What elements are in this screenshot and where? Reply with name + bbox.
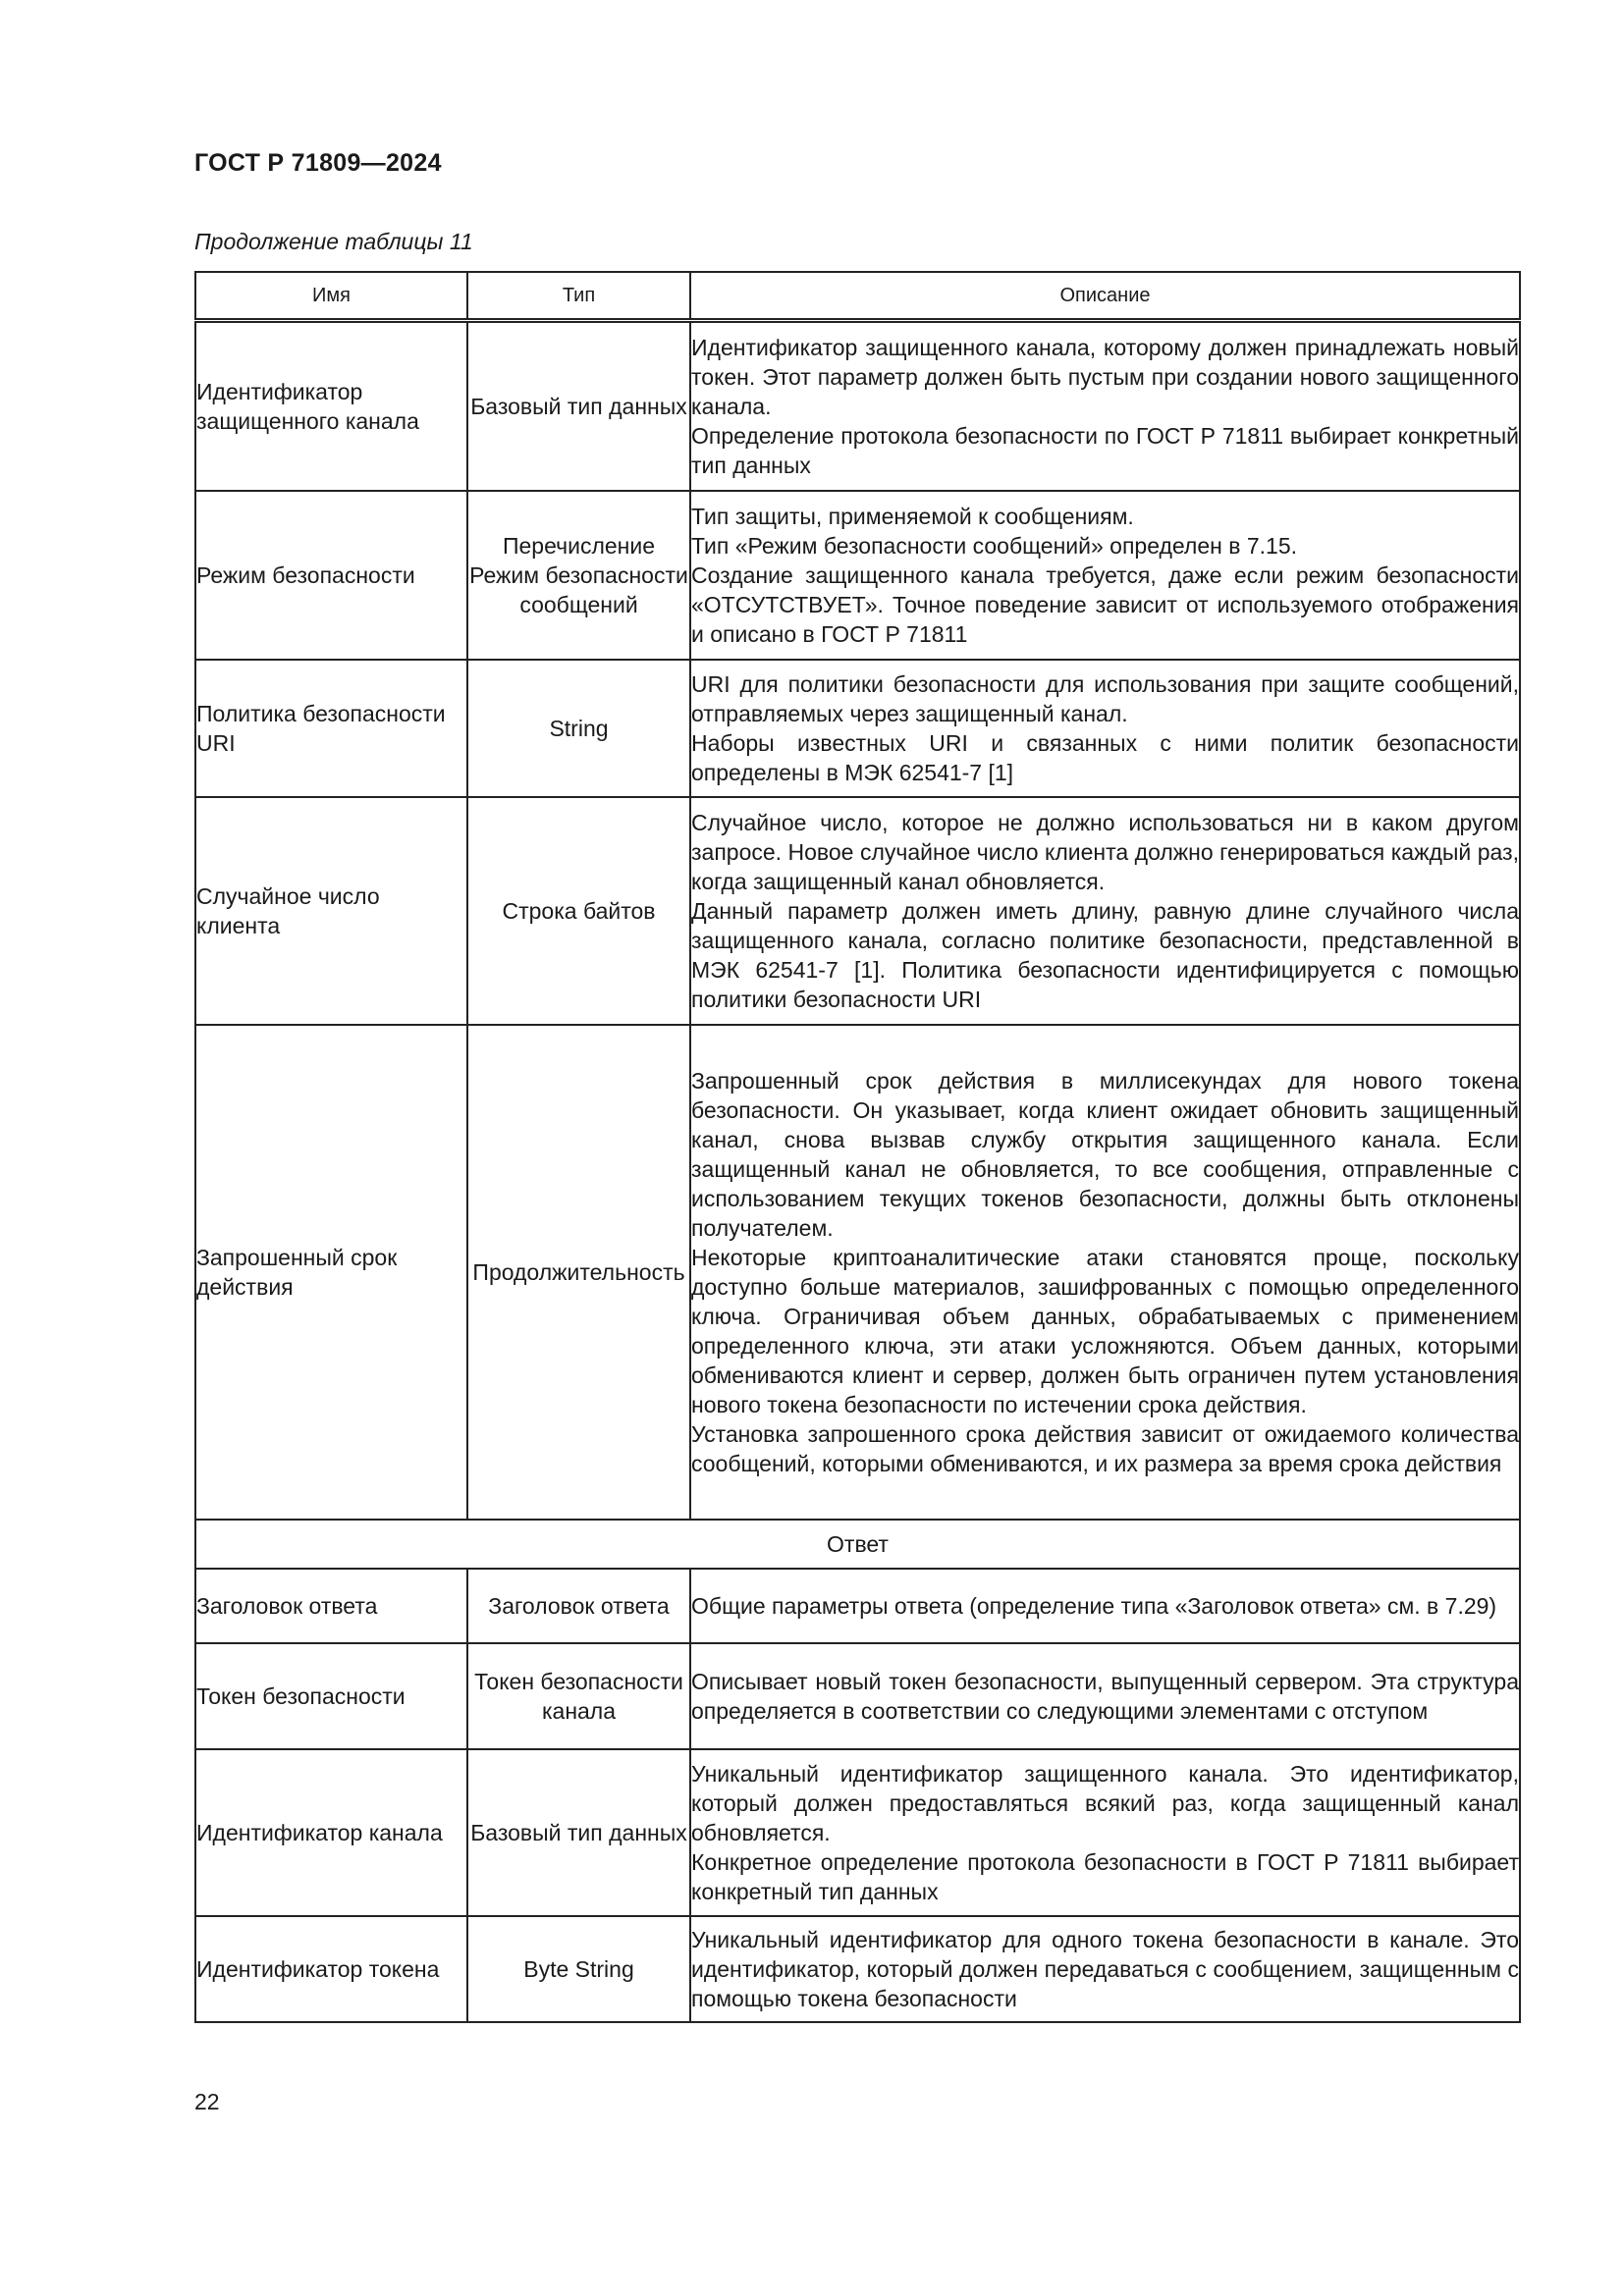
row-description-cell (690, 660, 1520, 797)
table-row (195, 1916, 1520, 2022)
description-paragraph: Определение протокола безопасности по ГОСТ Р 71811 выбирает конкретный тип данных (691, 422, 1519, 478)
row-type-cell: Byte String (467, 1916, 690, 2022)
column-header-description: Описание (690, 272, 1520, 321)
description-paragraph: Случайное число, которое не должно использоваться ни в каком другом запросе. Новое случайное число клиента должно генерироваться каждый раз, когда защищенный канал обновляется. (691, 809, 1519, 894)
description-paragraph: Установка запрошенного срока действия зависит от ожидаемого количества сообщений, которыми обмениваются, и их размера за время срока действия (691, 1420, 1519, 1476)
description-paragraph: Общие параметры ответа (определение типа «Заголовок ответа» см. в 7.29) (691, 1592, 1497, 1619)
row-name-cell: Идентификатор защищенного канала (195, 321, 467, 491)
description-paragraph: URI для политики безопасности для использования при защите сообщений, отправляемых через защищенный канал. (691, 670, 1519, 726)
row-type-cell: Токен безопасности канала (467, 1643, 690, 1749)
table-row (195, 1749, 1520, 1916)
description-paragraph: Данный параметр должен иметь длину, равную длине случайного числа защищенного канала, согласно политике безопасности, представленной в МЭК 62541-7 [1]. Политика безопасности идентифицируется с помощью политики безопасности URI (691, 897, 1519, 1012)
column-header-name: Имя (195, 272, 467, 321)
row-name-cell: Запрошенный срок действия (195, 1025, 467, 1520)
row-name-cell: Идентификатор канала (195, 1749, 467, 1916)
row-type-cell: Базовый тип данных (467, 321, 690, 491)
row-name-cell: Токен безопасности (195, 1643, 467, 1749)
row-description-cell (690, 1569, 1520, 1643)
row-description-cell (690, 797, 1520, 1025)
row-type-cell: Базовый тип данных (467, 1749, 690, 1916)
description-paragraph: Уникальный идентификатор защищенного канала. Это идентификатор, который должен предоставляться всякий раз, когда защищенный канал обновляется. (691, 1760, 1519, 1845)
description-paragraph: Конкретное определение протокола безопасности в ГОСТ Р 71811 выбирает конкретный тип данных (691, 1848, 1519, 1904)
document-header: ГОСТ Р 71809—2024 (194, 149, 442, 177)
description-paragraph: Тип «Режим безопасности сообщений» определен в 7.15. (691, 532, 1298, 559)
row-type-cell: Строка байтов (467, 797, 690, 1025)
section-row (195, 1520, 1520, 1569)
row-type-cell: String (467, 660, 690, 797)
table-row (195, 1569, 1520, 1643)
row-name-cell: Заголовок ответа (195, 1569, 467, 1643)
section-label: Ответ (195, 1520, 1520, 1569)
row-description-cell (690, 321, 1520, 491)
description-paragraph: Идентификатор защищенного канала, которому должен принадлежать новый токен. Этот параметр должен быть пустым при создании нового защищенного канала. (691, 334, 1519, 419)
description-paragraph: Описывает новый токен безопасности, выпущенный сервером. Эта структура определяется в соответствии со следующими элементами с отступом (691, 1668, 1519, 1724)
table-row (195, 1025, 1520, 1520)
row-description-cell (690, 1749, 1520, 1916)
table-row (195, 797, 1520, 1025)
table-row (195, 491, 1520, 660)
row-description-cell (690, 1643, 1520, 1749)
row-name-cell: Политика безопасности URI (195, 660, 467, 797)
table-caption: Продолжение таблицы 11 (194, 229, 473, 254)
table-row (195, 660, 1520, 797)
description-paragraph: Наборы известных URI и связанных с ними политик безопасности определены в МЭК 62541-7 [1] (691, 729, 1519, 785)
row-name-cell: Режим безопасности (195, 491, 467, 660)
description-paragraph: Некоторые криптоаналитические атаки становятся проще, поскольку доступно больше материалов, зашифрованных с помощью определенного ключа. Ограничивая объем данных, обрабатываемых с применением определенного ключа, эти атаки усложняются. Объем данных, которыми обмениваются клиент и сервер, должен быть ограничен путем установления нового токена безопасности по истечении срока действия. (691, 1244, 1519, 1417)
description-paragraph: Тип защиты, применяемой к сообщениям. (691, 503, 1134, 529)
row-type-cell: Продолжительность (467, 1025, 690, 1520)
row-description-cell (690, 491, 1520, 660)
row-description-cell (690, 1025, 1520, 1520)
row-name-cell: Случайное число клиента (195, 797, 467, 1025)
row-description-cell (690, 1916, 1520, 2022)
row-name-cell: Идентификатор токена (195, 1916, 467, 2022)
page-number: 22 (194, 2089, 220, 2114)
row-type-cell: Перечисление Режим безопасности сообщений (467, 491, 690, 660)
description-paragraph: Уникальный идентификатор для одного токена безопасности в канале. Это идентификатор, который должен передаваться с сообщением, защищенным с помощью токена безопасности (691, 1926, 1519, 2011)
description-paragraph: Создание защищенного канала требуется, даже если режим безопасности «ОТСУТСТВУЕТ». Точное поведение зависит от используемого отображения и описано в ГОСТ Р 71811 (691, 561, 1519, 647)
table-header-row (195, 272, 1520, 321)
parameters-table (194, 271, 1521, 2023)
table-row (195, 1643, 1520, 1749)
column-header-type: Тип (467, 272, 690, 321)
description-paragraph: Запрошенный срок действия в миллисекундах для нового токена безопасности. Он указывает, когда клиент ожидает обновить защищенный канал, снова вызвав службу открытия защищенного канала. Если защищенный канал не обновляется, то все сообщения, отправленные с использованием текущих токенов безопасности, должны быть отклонены получателем. (691, 1067, 1519, 1241)
row-type-cell: Заголовок ответа (467, 1569, 690, 1643)
table-row (195, 321, 1520, 491)
